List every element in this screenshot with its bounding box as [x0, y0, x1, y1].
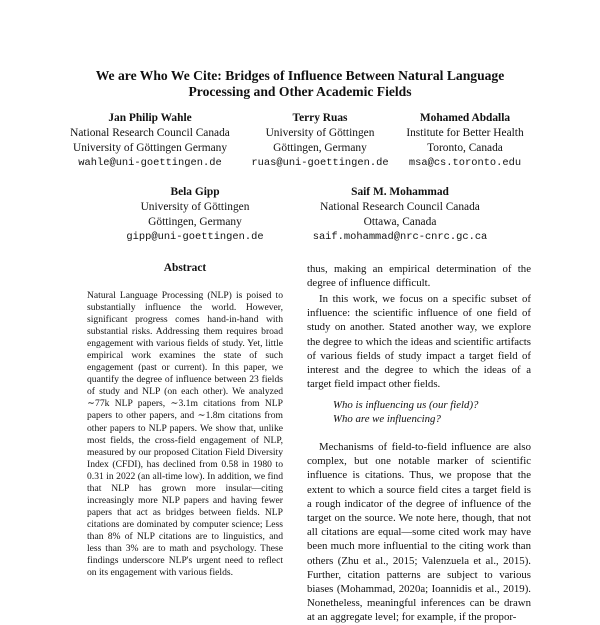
author-block — [60, 111, 240, 171]
author-email[interactable]: ruas@uni-goettingen.de — [251, 157, 389, 169]
author-name: Saif M. Mohammad — [351, 186, 449, 198]
body-paragraph: thus, making an empirical determination of the degree of influence difficult. — [307, 263, 531, 290]
author-affiliation: National Research Council Canada — [320, 201, 480, 213]
author-block — [300, 185, 500, 245]
author-name: Mohamed Abdalla — [419, 112, 511, 124]
abstract-heading: Abstract — [163, 262, 207, 274]
author-affiliation: Göttingen, Germany — [273, 142, 367, 154]
body-paragraph: Mechanisms of field-to-field influence are also complex, but one notable marker of scientific influence is citations. Thus, we propose that the extent to which a source field cites a target field is a rough indicator of the degree of influence of the target on the source. We note here, though, that not all citations are equal—some cited work may have been much more influential to the citing work than others (Zhu et al., 2015; Valenzuela et al., 2015). Further, citation patterns are subject to various biases (Mohammad, 2020a; Ioannidis et al., 2019). Nonetheless, meaningful inferences can be drawn at an aggregate level; for example, if the propor- — [307, 441, 531, 624]
author-affiliation: Göttingen, Germany — [148, 216, 242, 228]
body-paragraph: In this work, we focus on a specific subset of influence: the scientific influence of one field of study on another. Stated another way, we explore the degree to which the ideas and scientific artifacts of various fields of study impact a target field of interest and the degree to which the ideas of a target field impact other fields. — [307, 293, 531, 391]
author-name: Jan Philip Wahle — [108, 112, 192, 124]
research-question: Who are we influencing? — [333, 413, 441, 426]
author-affiliation: University of Göttingen — [265, 127, 375, 139]
research-questions — [333, 398, 533, 426]
author-affiliation: National Research Council Canada — [70, 127, 230, 139]
title-line-2: Processing and Other Academic Fields — [188, 84, 412, 99]
author-affiliation: Institute for Better Health — [406, 127, 524, 139]
title-line-1: We are Who We Cite: Bridges of Influence Between Natural Language — [95, 68, 505, 83]
author-email[interactable]: saif.mohammad@nrc-cnrc.gc.ca — [312, 231, 488, 243]
author-block — [245, 111, 395, 171]
author-email[interactable]: msa@cs.toronto.edu — [408, 157, 522, 169]
author-affiliation: University of Göttingen Germany — [72, 142, 228, 154]
research-question: Who is influencing us (our field)? — [333, 399, 479, 411]
author-affiliation: University of Göttingen — [140, 201, 250, 213]
author-block — [390, 111, 540, 171]
abstract-text: Natural Language Processing (NLP) is poised to substantially influence the world. However, significant progress comes hand-in-hand with substantial risks. Addressing them requires broad engagement with various fields of study. Yet, little empirical work examines the state of such engagement (past or current). In this paper, we quantify the degree of influence between 23 fields of study and NLP (on each other). We analyzed ∼77k NLP papers, ∼3.1m citations from NLP papers to other papers, and ∼1.8m citations from other papers to NLP papers. We show that, unlike most fields, the cross-field engagement of NLP, measured by our proposed Citation Field Diversity Index (CFDI), has declined from 0.58 in 1980 to 0.31 in 2022 (an all-time low). In addition, we find that NLP has grown more insular—citing increasingly more NLP papers and having fewer papers that act as bridges between fields. NLP citations are dominated by computer science; Less than 8% of NLP citations are to linguistics, and less than 3% are to math and psychology. These findings underscore NLP's urgent need to reflect on its engagement with various fields. — [87, 290, 283, 579]
paper-title — [40, 68, 560, 100]
author-name: Terry Ruas — [292, 112, 348, 124]
author-name: Bela Gipp — [170, 186, 220, 198]
author-affiliation: Ottawa, Canada — [363, 216, 437, 228]
author-block — [120, 185, 270, 245]
author-email[interactable]: gipp@uni-goettingen.de — [126, 231, 264, 243]
author-affiliation: Toronto, Canada — [427, 142, 503, 154]
author-email[interactable]: wahle@uni-goettingen.de — [78, 157, 222, 169]
